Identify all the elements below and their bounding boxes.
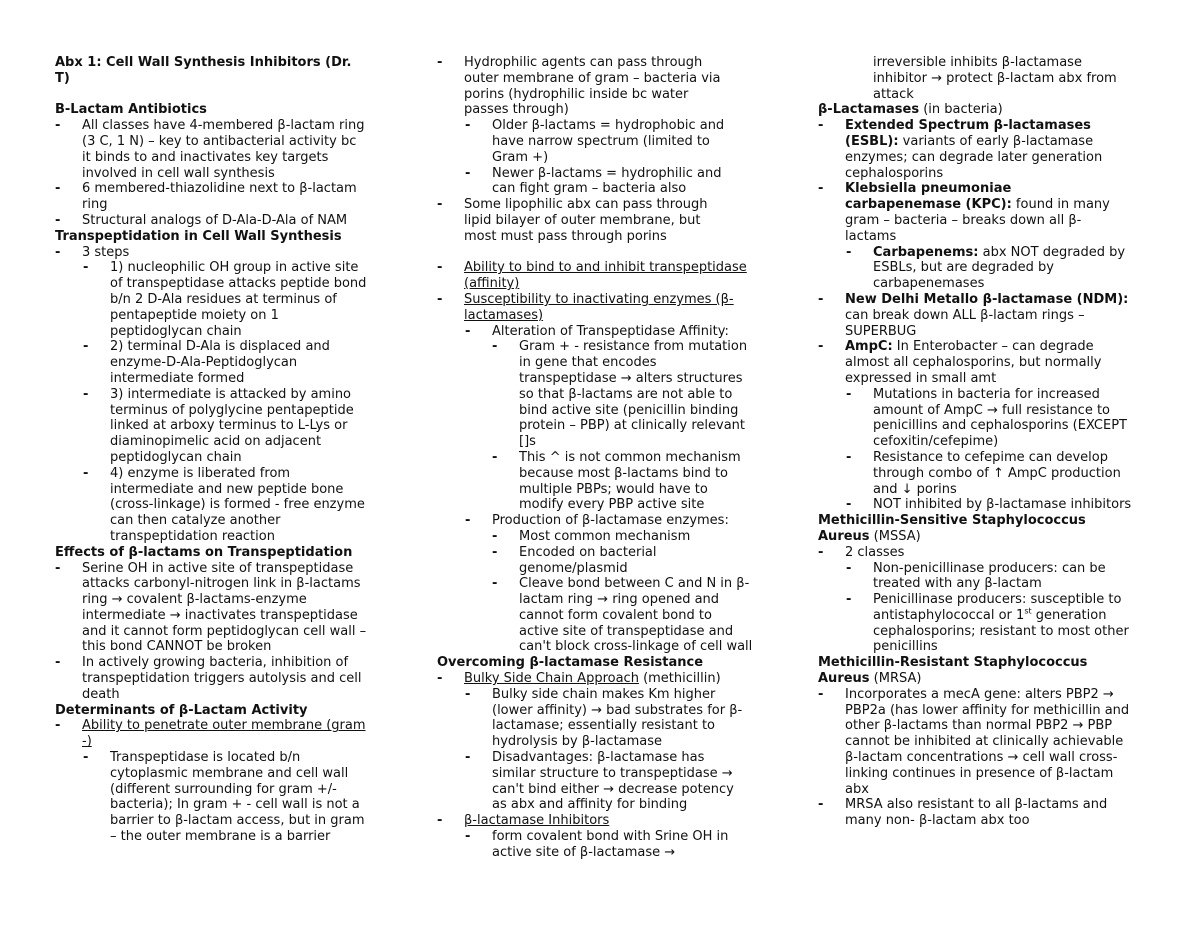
bullet-marker: - xyxy=(818,118,824,134)
text-line: because most β-lactams bind to xyxy=(519,465,729,481)
text-line: 1) nucleophilic OH group in active site xyxy=(110,260,359,276)
text-line: Transpeptidation in Cell Wall Synthesis xyxy=(55,228,342,244)
text-line: terminus of polyglycine pentapeptide xyxy=(110,402,354,418)
text-line: Resistance to cefepime can develop xyxy=(873,449,1108,465)
text-line: and it cannot form peptidoglycan cell wall – xyxy=(82,623,367,639)
bullet-item xyxy=(437,339,787,450)
bullet-item xyxy=(818,592,1148,655)
text-line: lactams xyxy=(845,228,897,244)
text-line: it binds to and inactivates key targets xyxy=(82,149,329,165)
text-line: Penicillinase producers: susceptible to xyxy=(873,592,1122,608)
text-line: Methicillin-Sensitive Staphylococcus xyxy=(818,513,1086,529)
text-line: as abx and affinity for binding xyxy=(492,797,688,813)
text-line: transpeptidation reaction xyxy=(110,528,275,544)
text-line: MRSA also resistant to all β-lactams and xyxy=(845,797,1108,813)
text-line: Gram + - resistance from mutation xyxy=(519,339,748,355)
text-line: bacteria); In gram + - cell wall is not a xyxy=(110,797,360,813)
text-line: Bulky side chain makes Km higher xyxy=(492,686,716,702)
text-line: treated with any β-lactam xyxy=(873,576,1042,592)
column-2 xyxy=(437,55,787,861)
bullet-marker: - xyxy=(55,118,61,134)
text-line: PBP2a (has lower affinity for methicillin and xyxy=(845,702,1130,718)
bullet-marker: - xyxy=(818,339,824,355)
bullet-marker: - xyxy=(55,718,61,734)
text-line: intermediate and new peptide bone xyxy=(110,481,344,497)
section-heading xyxy=(55,102,400,118)
text-line: carbapenemases xyxy=(873,276,985,292)
bullet-marker: - xyxy=(465,686,471,702)
bullet-item xyxy=(818,450,1148,497)
text-line: protein – PBP) at clinically relevant xyxy=(519,418,746,434)
text-line: (affinity) xyxy=(464,276,520,292)
bullet-marker: - xyxy=(55,655,61,671)
text-line: cephalosporins; resistant to most other xyxy=(873,623,1129,639)
bullet-item xyxy=(437,118,787,165)
bullet-marker: - xyxy=(465,165,471,181)
text-line: Non-penicillinase producers: can be xyxy=(873,560,1106,576)
text-line: Older β-lactams = hydrophobic and xyxy=(492,118,725,134)
bullet-item xyxy=(818,118,1148,181)
column-3 xyxy=(818,55,1148,829)
text-line: in gene that encodes xyxy=(519,355,657,371)
text-line: 3) intermediate is attacked by amino xyxy=(110,386,352,402)
text-line: transpeptidation triggers autolysis and cell xyxy=(82,671,362,687)
bullet-marker: - xyxy=(846,449,852,465)
text-line: Most common mechanism xyxy=(519,528,691,544)
text-block xyxy=(818,102,1148,118)
bullet-marker: - xyxy=(465,118,471,134)
section-heading xyxy=(55,229,400,245)
bullet-item xyxy=(437,750,787,813)
text-line: Encoded on bacterial xyxy=(519,544,657,560)
text-line: peptidoglycan chain xyxy=(110,449,242,465)
text-line: Bulky Side Chain Approach (methicillin) xyxy=(464,671,721,687)
bullet-marker: - xyxy=(437,813,443,829)
text-line: Overcoming β-lactamase Resistance xyxy=(437,655,704,671)
text-line: almost all cephalosporins, but normally xyxy=(845,355,1102,371)
bullet-item xyxy=(437,260,787,292)
text-line: lipid bilayer of outer membrane, but xyxy=(464,212,701,228)
bullet-marker: - xyxy=(83,465,89,481)
text-line: can fight gram – bacteria also xyxy=(492,181,687,197)
text-line: intermediate formed xyxy=(110,370,245,386)
text-line: 6 membered-thiazolidine next to β-lactam xyxy=(82,181,357,197)
bullet-marker: - xyxy=(492,544,498,560)
text-line: cytoplasmic membrane and cell wall xyxy=(110,765,349,781)
text-line: Alteration of Transpeptidase Affinity: xyxy=(492,323,729,339)
text-line: 2) terminal D-Ala is displaced and xyxy=(110,339,330,355)
text-line: most must pass through porins xyxy=(464,228,667,244)
text-line: form covalent bond with Srine OH in xyxy=(492,829,729,845)
text-line: Production of β-lactamase enzymes: xyxy=(492,513,729,529)
text-line: so that β-lactams are not able to xyxy=(519,386,733,402)
spacer xyxy=(437,245,787,261)
bullet-marker: - xyxy=(437,197,443,213)
text-line: Extended Spectrum β-lactamases xyxy=(845,118,1091,134)
bullet-marker: - xyxy=(846,244,852,260)
bullet-item xyxy=(437,529,787,545)
text-block xyxy=(818,55,1148,102)
text-line: ESBLs, but are degraded by xyxy=(873,260,1054,276)
bullet-item xyxy=(55,466,400,545)
text-line: Mutations in bacteria for increased xyxy=(873,386,1100,402)
bullet-marker: - xyxy=(465,750,471,766)
text-line: (lower affinity) → bad substrates for β- xyxy=(492,702,743,718)
bullet-item xyxy=(55,213,400,229)
text-line: SUPERBUG xyxy=(845,323,917,339)
bullet-marker: - xyxy=(465,323,471,339)
text-line: transpeptidase → alters structures xyxy=(519,370,743,386)
bullet-item xyxy=(55,718,400,750)
bullet-marker: - xyxy=(492,528,498,544)
text-line: peptidoglycan chain xyxy=(110,323,242,339)
bullet-marker: - xyxy=(818,181,824,197)
text-line: death xyxy=(82,686,120,702)
bullet-marker: - xyxy=(83,339,89,355)
bullet-item xyxy=(55,387,400,466)
text-line: Susceptibility to inactivating enzymes (β- xyxy=(464,291,734,307)
text-line: active site of transpeptidase and xyxy=(519,623,734,639)
text-line: multiple PBPs; would have to xyxy=(519,481,708,497)
text-line: Hydrophilic agents can pass through xyxy=(464,55,703,70)
bullet-item xyxy=(437,671,787,687)
bullet-item xyxy=(818,245,1148,292)
text-line: 2 classes xyxy=(845,544,905,560)
bullet-item xyxy=(437,513,787,529)
column-1 xyxy=(55,55,400,845)
text-line: AmpC: In Enterobacter – can degrade xyxy=(845,339,1094,355)
text-line: New Delhi Metallo β-lactamase (NDM): xyxy=(845,291,1129,307)
text-line: T) xyxy=(55,70,70,86)
bullet-marker: - xyxy=(818,544,824,560)
text-line: lactam ring → ring opened and xyxy=(519,592,720,608)
text-line: – the outer membrane is a barrier xyxy=(110,829,331,845)
bullet-item xyxy=(818,545,1148,561)
bullet-item xyxy=(818,181,1148,244)
bullet-item xyxy=(55,655,400,702)
text-line: through combo of ↑ AmpC production xyxy=(873,465,1121,481)
text-line: linking continues in presence of β-lactam xyxy=(845,765,1114,781)
text-line: 3 steps xyxy=(82,244,130,260)
text-line: can break down ALL β-lactam rings – xyxy=(845,307,1085,323)
text-line: many non- β-lactam abx too xyxy=(845,813,1030,829)
text-line: ring xyxy=(82,197,108,213)
bullet-marker: - xyxy=(55,244,61,260)
text-line: Methicillin-Resistant Staphylococcus xyxy=(818,655,1088,671)
text-line: linked at arboxy terminus to L-Lys or xyxy=(110,418,348,434)
text-line: antistaphylococcal or 1st generation xyxy=(873,606,1107,623)
text-line: ring → covalent β-lactams-enzyme xyxy=(82,592,307,608)
text-line: (different surrounding for gram +/- xyxy=(110,781,337,797)
bullet-item xyxy=(437,829,787,861)
bullet-marker: - xyxy=(465,513,471,529)
text-line: intermediate → inactivates transpeptidase xyxy=(82,607,358,623)
text-line: This ^ is not common mechanism xyxy=(519,449,741,465)
bullet-marker: - xyxy=(437,291,443,307)
text-line: barrier to β-lactam access, but in gram xyxy=(110,813,365,829)
text-line: NOT inhibited by β-lactamase inhibitors xyxy=(873,497,1132,513)
text-line: modify every PBP active site xyxy=(519,497,705,513)
text-line: penicillins xyxy=(873,639,938,655)
bullet-marker: - xyxy=(818,797,824,813)
text-line: Transpeptidase is located b/n xyxy=(110,750,301,766)
bullet-marker: - xyxy=(492,576,498,592)
text-line: Cleave bond between C and N in β- xyxy=(519,576,750,592)
text-line: gram – bacteria – breaks down all β- xyxy=(845,212,1082,228)
bullet-item xyxy=(55,181,400,213)
bullet-item xyxy=(818,797,1148,829)
bullet-marker: - xyxy=(437,260,443,276)
text-line: -) xyxy=(82,734,92,750)
bullet-item xyxy=(55,750,400,845)
text-line: of transpeptidase attacks peptide bond xyxy=(110,276,367,292)
bullet-marker: - xyxy=(55,181,61,197)
bullet-item xyxy=(437,813,787,829)
bullet-marker: - xyxy=(492,449,498,465)
text-line: Aureus (MRSA) xyxy=(818,671,922,687)
text-line: passes through) xyxy=(464,102,569,118)
text-line: Abx 1: Cell Wall Synthesis Inhibitors (Dr. xyxy=(55,55,352,70)
text-line: active site of β-lactamase → xyxy=(492,844,676,860)
text-line: hydrolysis by β-lactamase xyxy=(492,734,663,750)
bullet-item xyxy=(818,339,1148,386)
text-line: amount of AmpC → full resistance to xyxy=(873,402,1111,418)
text-line: bind active site (penicillin binding xyxy=(519,402,739,418)
text-line: pentapeptide moiety on 1 xyxy=(110,307,279,323)
bullet-item xyxy=(818,561,1148,593)
bullet-item xyxy=(818,387,1148,450)
bullet-item xyxy=(437,324,787,340)
text-line: Some lipophilic abx can pass through xyxy=(464,197,708,213)
text-line: enzyme-D-Ala-Peptidoglycan xyxy=(110,355,298,371)
text-line: cephalosporins xyxy=(845,165,944,181)
bullet-item xyxy=(55,339,400,386)
section-heading xyxy=(55,703,400,719)
text-line: lactamase; essentially resistant to xyxy=(492,718,716,734)
text-line: carbapenemase (KPC): found in many xyxy=(845,197,1110,213)
text-line: can't block cross-linkage of cell wall xyxy=(519,639,753,655)
text-line: Incorporates a mecA gene: alters PBP2 → xyxy=(845,686,1114,702)
text-line: expressed in small amt xyxy=(845,370,997,386)
text-line: can't bind either → decrease potency xyxy=(492,781,734,797)
bullet-item xyxy=(818,292,1148,339)
text-line: enzymes; can degrade later generation xyxy=(845,149,1103,165)
text-line: Gram +) xyxy=(492,149,549,165)
text-line: Disadvantages: β-lactamase has xyxy=(492,750,705,766)
bullet-marker: - xyxy=(846,497,852,513)
text-line: (cross-linkage) is formed - free enzyme xyxy=(110,497,365,513)
bullet-marker: - xyxy=(55,560,61,576)
bullet-marker: - xyxy=(83,386,89,402)
bullet-marker: - xyxy=(83,750,89,766)
text-line: genome/plasmid xyxy=(519,560,628,576)
text-line: (ESBL): variants of early β-lactamase xyxy=(845,133,1094,149)
text-line: attacks carbonyl-nitrogen link in β-lactams xyxy=(82,576,361,592)
text-line: (3 C, 1 N) – key to antibacterial activity bc xyxy=(82,133,357,149)
text-line: diaminopimelic acid on adjacent xyxy=(110,434,322,450)
bullet-item xyxy=(55,260,400,339)
text-line: cannot form covalent bond to xyxy=(519,607,712,623)
bullet-item xyxy=(437,166,787,198)
section-heading xyxy=(55,545,400,561)
text-line: Serine OH in active site of transpeptidase xyxy=(82,560,354,576)
bullet-marker: - xyxy=(465,829,471,845)
bullet-marker: - xyxy=(492,339,498,355)
bullet-marker: - xyxy=(437,55,443,70)
text-line: irreversible inhibits β-lactamase xyxy=(873,55,1082,70)
text-line: abx xyxy=(845,781,869,797)
text-block xyxy=(818,513,1148,545)
bullet-item xyxy=(437,197,787,244)
bullet-marker: - xyxy=(846,386,852,402)
text-line: B-Lactam Antibiotics xyxy=(55,102,207,118)
text-line: Klebsiella pneumoniae xyxy=(845,181,1012,197)
bullet-item xyxy=(818,687,1148,798)
text-line: Structural analogs of D-Ala-D-Ala of NAM xyxy=(82,212,348,228)
text-line: cefoxitin/cefepime) xyxy=(873,434,999,450)
text-line: lactamases) xyxy=(464,307,544,323)
text-line: Ability to bind to and inhibit transpeptidase xyxy=(464,260,747,276)
text-line: Carbapenems: abx NOT degraded by xyxy=(873,244,1126,260)
bullet-marker: - xyxy=(818,686,824,702)
bullet-item xyxy=(437,576,787,655)
text-line: other β-lactams than normal PBP2 → PBP xyxy=(845,718,1113,734)
text-line: inhibitor → protect β-lactam abx from xyxy=(873,70,1117,86)
text-line: attack xyxy=(873,86,914,102)
bullet-item xyxy=(55,118,400,181)
bullet-item xyxy=(55,245,400,261)
bullet-marker: - xyxy=(818,291,824,307)
text-line: can then catalyze another xyxy=(110,513,281,529)
text-line: Ability to penetrate outer membrane (gram xyxy=(82,718,366,734)
text-line: cannot be inhibited at clinically achievable xyxy=(845,734,1124,750)
text-line: Newer β-lactams = hydrophilic and xyxy=(492,165,722,181)
text-line: have narrow spectrum (limited to xyxy=(492,133,710,149)
text-line: porins (hydrophilic inside bc water xyxy=(464,86,689,102)
bullet-item xyxy=(437,545,787,577)
spacer xyxy=(55,87,400,103)
text-line: All classes have 4-membered β-lactam ring xyxy=(82,118,365,134)
section-heading xyxy=(55,55,400,87)
bullet-item xyxy=(818,497,1148,513)
bullet-item xyxy=(437,687,787,750)
text-line: β-lactam concentrations → cell wall cross- xyxy=(845,750,1118,766)
bullet-marker: - xyxy=(437,671,443,687)
text-line: this bond CANNOT be broken xyxy=(82,639,272,655)
text-line: b/n 2 D-Ala residues at terminus of xyxy=(110,291,337,307)
text-line: similar structure to transpeptidase → xyxy=(492,765,733,781)
bullet-marker: - xyxy=(83,260,89,276)
text-line: In actively growing bacteria, inhibition of xyxy=(82,655,349,671)
text-line: outer membrane of gram – bacteria via xyxy=(464,70,721,86)
text-line: penicillins and cephalosporins (EXCEPT xyxy=(873,418,1127,434)
text-line: Effects of β-lactams on Transpeptidation xyxy=(55,544,353,560)
text-line: 4) enzyme is liberated from xyxy=(110,465,291,481)
text-line: β-Lactamases (in bacteria) xyxy=(818,102,1003,118)
text-line: and ↓ porins xyxy=(873,481,957,497)
bullet-item xyxy=(437,292,787,324)
bullet-marker: - xyxy=(846,560,852,576)
text-line: Aureus (MSSA) xyxy=(818,528,921,544)
text-line: Determinants of β-Lactam Activity xyxy=(55,702,308,718)
bullet-marker: - xyxy=(846,592,852,608)
text-line: involved in cell wall synthesis xyxy=(82,165,275,181)
bullet-item xyxy=(55,561,400,656)
text-line: β-lactamase Inhibitors xyxy=(464,813,610,829)
text-line: []s xyxy=(519,434,536,450)
text-block xyxy=(818,655,1148,687)
bullet-marker: - xyxy=(55,212,61,228)
bullet-item xyxy=(437,55,787,118)
section-heading xyxy=(437,655,787,671)
bullet-item xyxy=(437,450,787,513)
